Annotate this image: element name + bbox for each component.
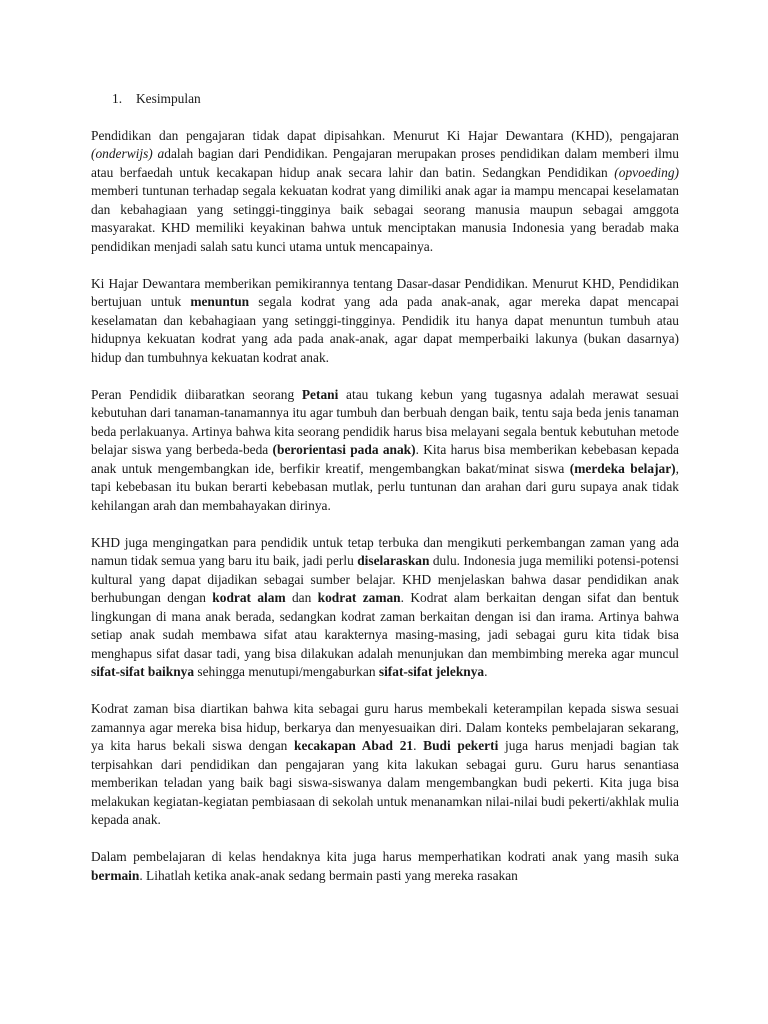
p3-text-g: , tapi kebebasan itu bukan berarti kebebasan mutlak, perlu tuntunan dan arahan dari guru supaya anak tidak kehilangan arah dan membahayakan dirinya. — [91, 460, 679, 513]
paragraph-5 — [91, 700, 679, 830]
p4-text-g: . Kodrat alam berkaitan dengan sifat dan bentuk lingkungan di mana anak berada, sedangkan kodrat zaman berkaitan dengan isi dan irama. Artinya bahwa setiap anak sudah membawa sifat atau karakternya masing-masing, jadi sebagai guru kita tidak bisa menghapus sifat dasar tadi, yang bisa dilakukan adalah menunjukan dan membimbing mereka agar muncul — [91, 590, 679, 661]
p4-text-i: sehingga menutupi/mengaburkan — [194, 664, 379, 679]
p4-bold-diselaraskan: diselaraskan — [357, 553, 430, 568]
p2-bold-menuntun: menuntun — [190, 294, 250, 309]
p4-bold-sifat-jelek: sifat-sifat jeleknya — [378, 664, 485, 679]
p4-text-k: . — [484, 664, 488, 679]
p4-bold-kodrat-zaman: kodrat zaman — [317, 590, 401, 605]
p5-text-e: juga harus menjadi bagian tak terpisahkan dari pendidikan dan pengajaran yang kita lakukan sebagai guru. Guru harus senantiasa memberikan teladan yang baik bagi siswa-siswanya dalam mengembangkan budi pekerti. Kita juga bisa melakukan kegiatan-kegiatan pembiasaan di sekolah untuk menanamkan nilai-nilai budi pekerti/akhlak mulia kepada anak. — [91, 738, 680, 827]
paragraph-6 — [91, 848, 679, 885]
p3-bold-merdeka-belajar: (merdeka belajar) — [569, 460, 676, 476]
p3-text-e: . Kita harus bisa memberikan kebebasan kepada anak untuk mengembangkan ide, berfikir kreatif, mengembangkan bakat/minat siswa — [91, 442, 679, 476]
p4-bold-kodrat-alam: kodrat alam — [212, 590, 286, 605]
heading-title: Kesimpulan — [136, 91, 201, 106]
paragraph-1 — [91, 127, 679, 257]
p1-text-a: Pendidikan dan pengajaran tidak dapat dipisahkan. Menurut Ki Hajar Dewantara (KHD), pengajaran — [91, 127, 679, 143]
p5-text-c: . — [413, 738, 424, 753]
paragraph-3 — [91, 386, 679, 516]
paragraph-2 — [91, 275, 679, 368]
p3-bold-berorientasi: (berorientasi pada anak) — [272, 442, 416, 457]
p1-italic-opvoeding: (opvoeding) — [614, 164, 679, 180]
p4-text-c: dulu. Indonesia juga memiliki potensi-potensi kultural yang dapat dijadikan sebagai sumber belajar. KHD menjelaskan bahwa dasar pendidikan anak berhubungan dengan — [91, 553, 679, 605]
heading-number: 1. — [112, 91, 123, 106]
p3-bold-petani: Petani — [301, 386, 339, 402]
paragraph-4 — [91, 534, 679, 682]
p3-text-c: atau tukang kebun yang tugasnya adalah merawat sesuai kebutuhan dari tanaman-tanamannya itu agar tumbuh dan berbuah dengan baik, tentu saja beda jenis tanaman beda perlakuanya. Artinya bahwa kita seorang pendidik harus bisa melayani segala bentuk kebutuhan metode belajar siswa yang berbeda-beda — [91, 386, 679, 457]
p5-text-a: Kodrat zaman bisa diartikan bahwa kita sebagai guru harus membekali keterampilan kepada siswa sesuai zamannya agar mereka bisa hidup, berkarya dan menyesuaikan diri. Dalam konteks pembelajaran sekarang, ya kita harus bekali siswa dengan — [91, 701, 679, 753]
p5-bold-kecakapan: kecakapan Abad 21 — [294, 738, 414, 753]
p6-text-c: . Lihatlah ketika anak-anak sedang bermain pasti yang mereka rasakan — [139, 867, 518, 883]
p5-bold-budi-pekerti: Budi pekerti — [423, 738, 499, 753]
p2-text-a: Ki Hajar Dewantara memberikan pemikirannya tentang Dasar-dasar Pendidikan. Menurut KHD, Pendidikan bertujuan untuk — [91, 275, 679, 309]
section-heading — [91, 90, 679, 109]
p1-text-c: dalah bagian dari Pendidikan. Pengajaran merupakan proses pendidikan dalam memberi ilmu atau berfaedah untuk kecakapan hidup anak secara lahir dan batin. Sedangkan Pendidikan — [91, 146, 679, 180]
p2-text-c: segala kodrat yang ada pada anak-anak, agar mereka dapat mencapai keselamatan dan kebahagiaan yang setinggi-tingginya. Pendidik itu hanya dapat menuntun tumbuh atau hidupnya kekuatan kodrat yang ada pada anak-anak, agar dapat memperbaiki lakunya (bukan dasarnya) hidup dan tumbuhnya kekuatan kodrat anak. — [91, 294, 680, 365]
p6-bold-bermain: bermain — [91, 867, 140, 883]
p4-bold-sifat-baik: sifat-sifat baiknya — [91, 664, 195, 679]
document-page — [91, 90, 679, 904]
p1-italic-onderwijs: (onderwijs) a — [91, 146, 165, 161]
p4-text-e: dan — [285, 590, 318, 605]
p4-text-a: KHD juga mengingatkan para pendidik untuk tetap terbuka dan mengikuti perkembangan zaman yang ada namun tidak semua yang baru itu baik, jadi perlu — [91, 534, 679, 568]
p1-text-e: memberi tuntunan terhadap segala kekuatan kodrat yang dimiliki anak agar ia mampu mencapai keselamatan dan kebahagiaan yang setinggi-tingginya baik sebagai seorang manusia maupun sebagai amggota masyarakat. KHD memiliki keyakinan bahwa untuk menciptakan manusia Indonesia yang beradab maka pendidikan menjadi salah satu kunci utama untuk mencapainya. — [91, 183, 679, 254]
p6-text-a: Dalam pembelajaran di kelas hendaknya kita juga harus memperhatikan kodrati anak yang masih suka — [91, 849, 679, 864]
p3-text-a: Peran Pendidik diibaratkan seorang — [91, 386, 302, 402]
